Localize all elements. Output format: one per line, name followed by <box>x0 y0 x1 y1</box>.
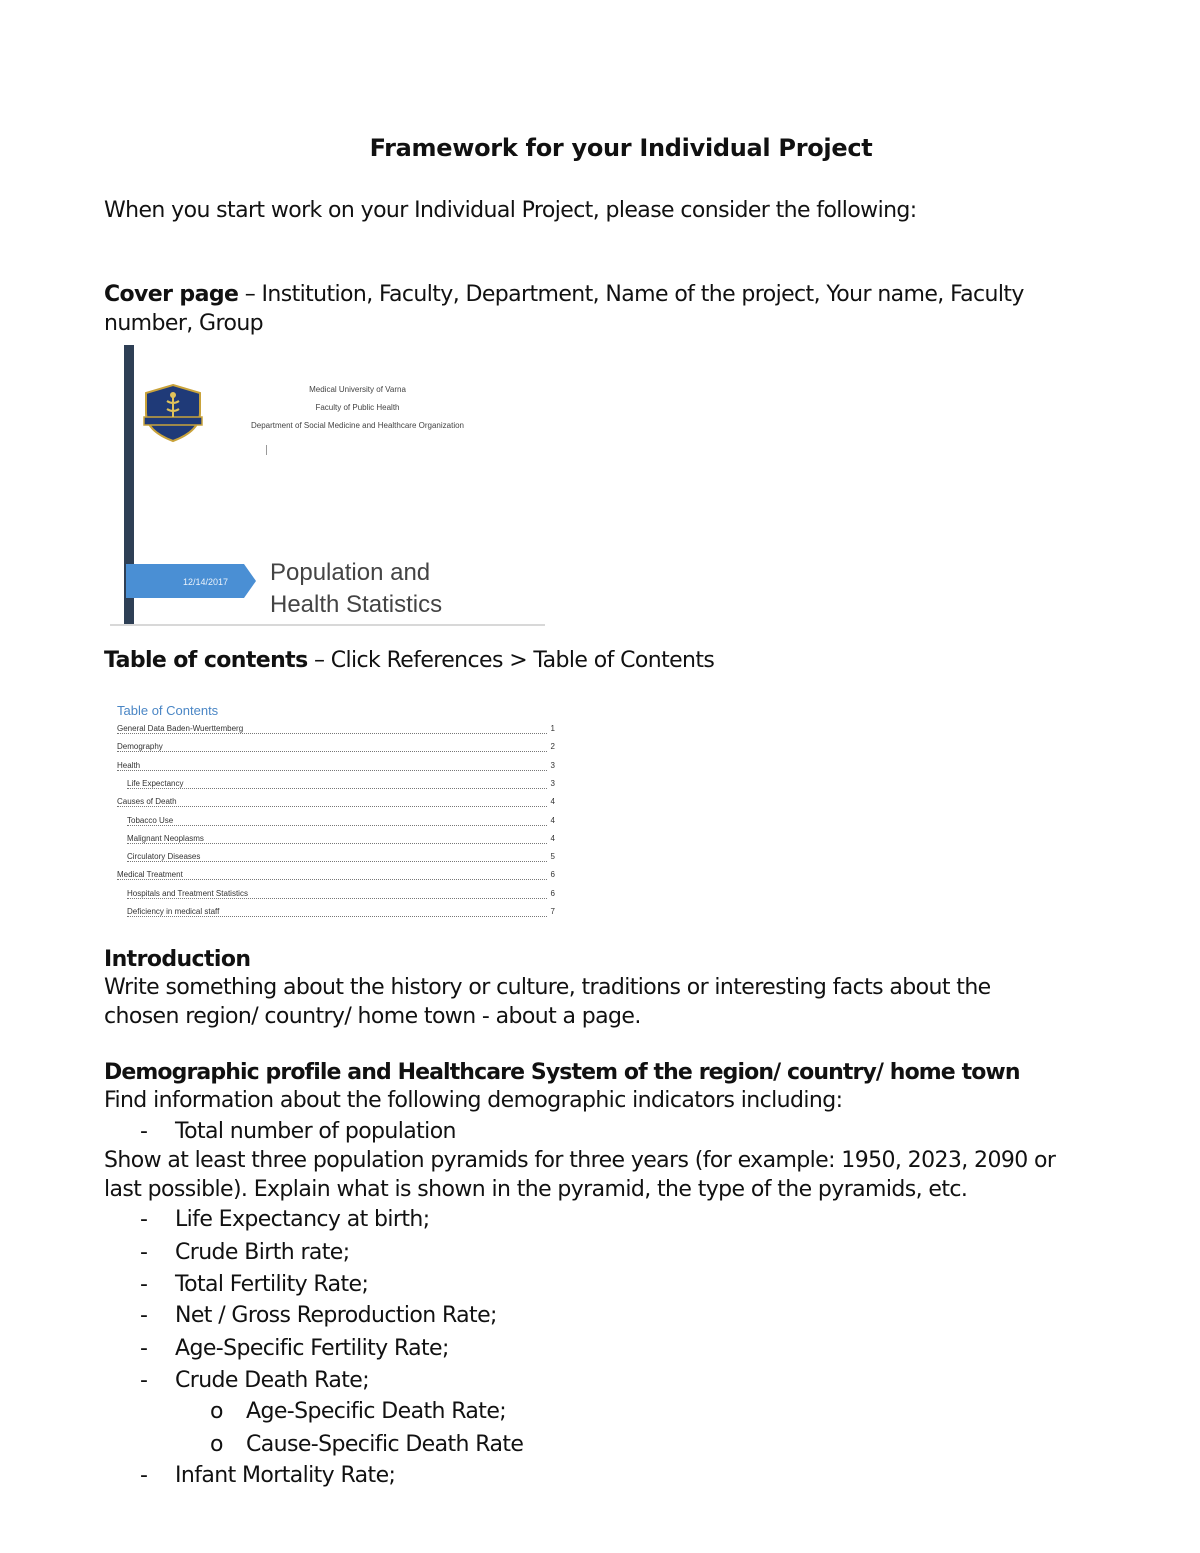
toc-entry <box>117 761 555 773</box>
list-item-text: Age-Specific Fertility Rate; <box>175 1336 449 1361</box>
toc-entry-page: 7 <box>550 907 555 916</box>
introduction-line2: chosen region/ country/ home town - about a page. <box>104 1004 641 1029</box>
toc-entry-label: Demography <box>117 742 163 752</box>
toc-entry-label: General Data Baden-Wuerttemberg <box>117 724 244 733</box>
toc-entry-page: 1 <box>550 724 555 733</box>
toc-entry-page: 3 <box>550 760 555 770</box>
toc-entry-leader <box>117 805 547 807</box>
sub-list-item-text: Cause-Specific Death Rate <box>246 1432 524 1457</box>
toc-entry <box>117 742 555 754</box>
cover-department: Department of Social Medicine and Healthcare Organization <box>250 421 464 430</box>
toc-entry-page: 3 <box>550 778 555 788</box>
toc-entry <box>117 889 555 901</box>
list-item-text: Total number of population <box>175 1119 456 1144</box>
demographic-heading: Demographic profile and Healthcare System of the region/ country/ home town <box>104 1060 1020 1085</box>
toc-line <box>104 646 714 675</box>
cover-faculty: Faculty of Public Health <box>315 403 400 412</box>
list-item-text: Life Expectancy at birth; <box>175 1207 430 1232</box>
toc-image-heading: Table of Contents <box>117 703 219 718</box>
toc-entry-label: Deficiency in medical staff <box>127 907 220 916</box>
toc-entry-label: Life Expectancy <box>127 778 184 788</box>
toc-entry-label: Medical Treatment <box>117 870 183 880</box>
list-item-text: Net / Gross Reproduction Rate; <box>175 1303 497 1328</box>
sub-list-item-text: Age-Specific Death Rate; <box>246 1399 507 1424</box>
pyramid-line2: last possible). Explain what is shown in the pyramid, the type of the pyramids, etc. <box>104 1177 968 1202</box>
toc-entry-page: 6 <box>550 870 555 880</box>
toc-entry-label: Circulatory Diseases <box>127 852 201 862</box>
toc-entry <box>117 907 555 919</box>
toc-entry-leader <box>117 769 547 771</box>
demographic-line1: Find information about the following demographic indicators including: <box>104 1088 843 1113</box>
cover-page-heading: Cover page <box>104 282 239 307</box>
toc-entry-label: Hospitals and Treatment Statistics <box>127 888 248 898</box>
toc-entry <box>117 834 555 846</box>
cover-page-example-image <box>110 345 545 628</box>
toc-entry-leader <box>127 787 547 789</box>
document-title: Framework for your Individual Project <box>369 134 873 162</box>
cover-page-text: – Institution, Faculty, Department, Name of the project, Your name, Faculty <box>238 282 1024 307</box>
cover-page-line <box>104 280 1024 309</box>
cover-title-line1: Population and <box>270 559 431 586</box>
toc-entry-page: 6 <box>550 888 555 898</box>
toc-entry-page: 4 <box>550 815 555 825</box>
toc-entry-label: Malignant Neoplasms <box>127 833 204 843</box>
pyramid-line1: Show at least three population pyramids for three years (for example: 1950, 2023, 2090 or <box>104 1148 1056 1173</box>
toc-entry <box>117 724 555 736</box>
toc-entry <box>117 779 555 791</box>
toc-entry-label: Tobacco Use <box>127 815 174 825</box>
cover-bottom-rule <box>110 624 545 626</box>
toc-entry-page: 4 <box>550 833 555 843</box>
toc-entry <box>117 797 555 809</box>
text-cursor <box>266 445 267 455</box>
cover-university: Medical University of Varna <box>309 385 406 394</box>
toc-entry-label: Causes of Death <box>117 797 177 807</box>
toc-text: – Click References > Table of Contents <box>307 648 715 673</box>
list-item-text: Infant Mortality Rate; <box>175 1463 396 1488</box>
introduction-line1: Write something about the history or culture, traditions or interesting facts about the <box>104 975 991 1000</box>
intro-line: When you start work on your Individual Project, please consider the following: <box>104 198 917 223</box>
list-item-text: Crude Birth rate; <box>175 1240 350 1265</box>
toc-entry-page: 4 <box>550 797 555 807</box>
university-crest-icon <box>140 383 206 443</box>
toc-entry <box>117 870 555 882</box>
cover-date: 12/14/2017 <box>183 577 229 587</box>
toc-entry <box>117 852 555 864</box>
toc-entry-leader <box>117 750 547 752</box>
toc-example-image <box>110 700 560 922</box>
toc-entry-page: 5 <box>550 852 555 862</box>
cover-title-line2: Health Statistics <box>270 591 443 618</box>
toc-heading: Table of contents <box>104 648 308 673</box>
cover-page-text-cont: number, Group <box>104 311 264 336</box>
document-page: Framework for your Individual Project When you start work on your Individual Project, please consider the following: Cover page – Institution, Faculty, Department, Name of the project, Your name, Faculty number, Group Medical University of Varna Faculty of Public Health Department of Social Medicine and Healthcare Organization 12/14/2017 Population and Health Statistics Table of contents – Click References > Table of Contents Table of Contents General Data Baden-Wuerttemberg 1 Demography 2 Health 3 Life Expectancy 3 Causes of Death 4 Tobacco Use 4 Malignant Neoplasms 4 Circulatory Diseases 5 Medical Treatment 6 Hospitals and Treatment Statistics 6 Deficiency in medical staff 7 Introduction Write something about the history or culture, traditions or interesting facts about the chosen region/ country/ home town - about a page. Demographic profile and Healthcare System of the region/ country/ home town Find information about the following demographic indicators including: - Total number of population Show at least three population pyramids for three years (for example: 1950, 2023, 2090 or last possible). Explain what is shown in the pyramid, the type of the pyramids, etc. - Life Expectancy at birth; - Crude Birth rate; - Total Fertility Rate; - Net / Gross Reproduction Rate; - Age-Specific Fertility Rate; - Crude Death Rate; o Age-Specific Death Rate; o Cause-Specific Death Rate - Infant Mortality Rate; <box>0 0 1200 1553</box>
introduction-heading: Introduction <box>104 947 251 972</box>
toc-entry-page: 2 <box>550 742 555 752</box>
toc-entry <box>117 816 555 828</box>
list-item-text: Crude Death Rate; <box>175 1368 370 1393</box>
toc-entry-label: Health <box>117 760 141 770</box>
list-item-text: Total Fertility Rate; <box>175 1272 369 1297</box>
toc-entry-leader <box>127 824 547 826</box>
